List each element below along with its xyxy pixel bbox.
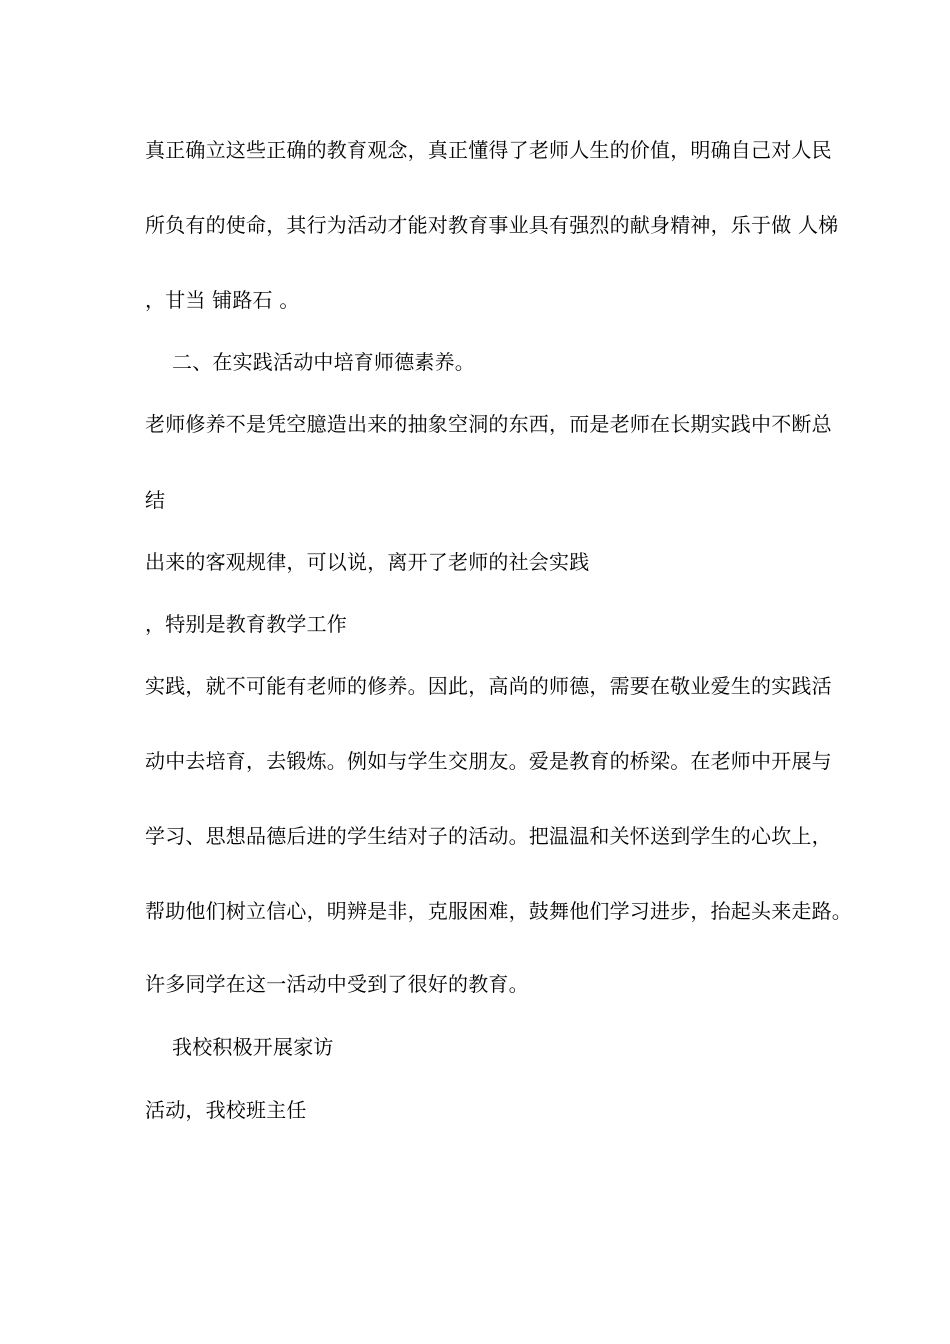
text-line-14: 我校积极开展家访 — [172, 1035, 334, 1059]
text-line-12: 帮助他们树立信心，明辨是非，克服困难，鼓舞他们学习进步，抬起头来走路。 — [145, 899, 852, 923]
text-line-13: 许多同学在这一活动中受到了很好的教育。 — [145, 972, 529, 996]
text-line-3: ，甘当 铺路石 。 — [145, 288, 300, 312]
text-line-15: 活动，我校班主任 — [145, 1098, 307, 1122]
text-line-5: 老师修养不是凭空臆造出来的抽象空洞的东西，而是老师在长期实践中不断总 — [145, 412, 832, 436]
text-line-7: 出来的客观规律，可以说，离开了老师的社会实践 — [145, 550, 590, 574]
text-line-11: 学习、思想品德后进的学生结对子的活动。把温温和关怀送到学生的心坎上， — [145, 824, 832, 848]
text-line-2: 所负有的使命，其行为活动才能对教育事业具有强烈的献身精神，乐于做 人梯 — [145, 213, 839, 237]
section-heading: 二、在实践活动中培育师德素养。 — [172, 350, 475, 374]
text-line-10: 动中去培育，去锻炼。例如与学生交朋友。爱是教育的桥梁。在老师中开展与 — [145, 749, 832, 773]
text-line-1: 真正确立这些正确的教育观念，真正懂得了老师人生的价值，明确自己对人民 — [145, 138, 832, 162]
text-line-9: 实践，就不可能有老师的修养。因此，高尚的师德，需要在敬业爱生的实践活 — [145, 674, 832, 698]
text-line-6: 结 — [145, 488, 166, 512]
text-line-8: ，特别是教育教学工作 — [145, 612, 347, 636]
